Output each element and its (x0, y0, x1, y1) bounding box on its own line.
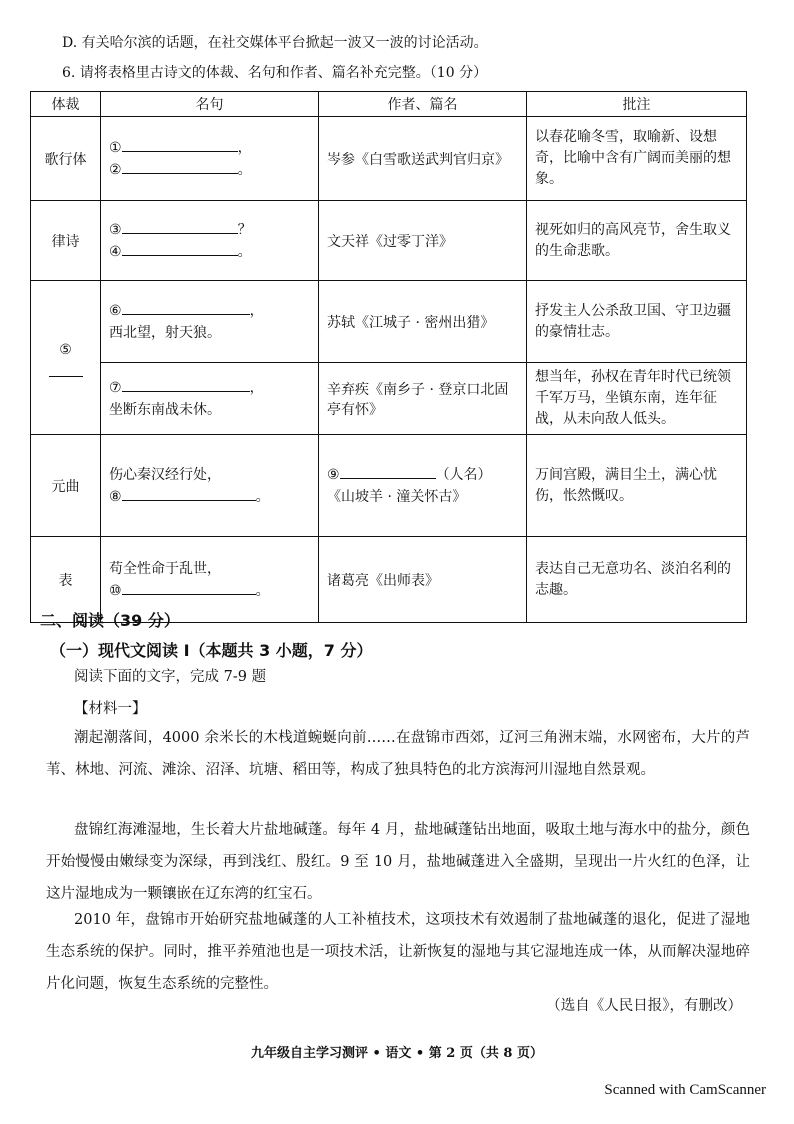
paragraph: 潮起潮落间，4000 余米长的木栈道蜿蜒向前……在盘锦市西郊，辽河三角洲末端，水网密布，大片的芦苇、林地、河流、滩涂、沼泽、坑塘、稻田等，构成了独具特色的北方滨海河川湿地自然景观。 (46, 730, 750, 778)
paragraph: 盘锦红海滩湿地，生长着大片盐地碱蓬。每年 4 月，盐地碱蓬钻出地面，吸取土地与海水中的盐分，颜色开始慢慢由嫩绿变为深绿，再到浅红、殷红。9 至 10 月，盐地碱蓬进入全盛期，呈现出一片火红的色泽，让这片湿地成为一颗镶嵌在辽东湾的红宝石。 (46, 822, 750, 902)
blank-marker: ② (109, 161, 122, 178)
fill-blank-3[interactable] (122, 221, 238, 234)
note-cell: 万间宫殿，满目尘土，满心忧伤，怅然慨叹。 (527, 435, 747, 537)
instruction: 阅读下面的文字，完成 7-9 题 (74, 669, 267, 685)
note-cell: 表达自己无意功名、淡泊名利的志趣。 (527, 537, 747, 623)
header-author-title: 作者、篇名 (319, 92, 527, 117)
note-cell: 想当年，孙权在青年时代已统领千军万马，坐镇东南，连年征战，从未向敌人低头。 (527, 363, 747, 435)
blank-marker: ⑥ (109, 302, 122, 319)
note-cell: 抒发主人公杀敌卫国、守卫边疆的豪情壮志。 (527, 281, 747, 363)
genre-cell: 律诗 (31, 201, 101, 281)
section-title: 二、阅读（39 分） (40, 611, 180, 630)
blank-marker: ⑨ (327, 466, 340, 483)
author-cell (319, 435, 527, 537)
author-cell: 辛弃疾《南乡子 · 登京口北固亭有怀》 (319, 363, 527, 435)
lines-cell (101, 117, 319, 201)
table-row (31, 363, 747, 435)
author-cell: 岑参《白雪歌送武判官归京》 (319, 117, 527, 201)
fill-blank-7[interactable] (122, 379, 250, 392)
table-header-row (31, 92, 747, 117)
note-cell: 视死如归的高风亮节，舍生取义的生命悲歌。 (527, 201, 747, 281)
poetry-table (30, 91, 747, 623)
note-cell: 以春花喻冬雪，取喻新、设想奇，比喻中含有广阔而美丽的想象。 (527, 117, 747, 201)
punctuation: ， (249, 379, 264, 396)
author-cell: 文天祥《过零丁洋》 (319, 201, 527, 281)
table-row (31, 201, 747, 281)
blank-marker: ① (109, 139, 122, 156)
option-d: D. 有关哈尔滨的话题，在社交媒体平台掀起一波又一波的讨论活动。 (62, 35, 488, 51)
work-title: 《山坡羊 · 潼关怀古》 (327, 488, 467, 505)
header-annotation: 批注 (527, 92, 747, 117)
table-row (31, 435, 747, 537)
fill-blank-1[interactable] (122, 139, 238, 152)
page-footer: 九年级自主学习测评 • 语文 • 第 2 页（共 8 页） (251, 1046, 543, 1061)
punctuation: 。 (255, 582, 270, 599)
fill-blank-4[interactable] (122, 243, 238, 256)
fill-blank-2[interactable] (122, 161, 238, 174)
poem-line: 伤心秦汉经行处， (109, 466, 221, 483)
poem-line: 西北望，射天狼。 (109, 324, 221, 341)
fill-blank-6[interactable] (122, 302, 250, 315)
lines-cell (101, 201, 319, 281)
table-row (31, 117, 747, 201)
punctuation: 。 (255, 488, 270, 505)
genre-cell: 歌行体 (31, 117, 101, 201)
scanner-watermark: Scanned with CamScanner (604, 1082, 766, 1098)
subsection-title: （一）现代文阅读 I（本题共 3 小题，7 分） (50, 641, 373, 660)
lines-cell (101, 435, 319, 537)
question-6-prompt: 6. 请将表格里古诗文的体裁、名句和作者、篇名补充完整。（10 分） (62, 65, 488, 81)
genre-cell: 元曲 (31, 435, 101, 537)
table-row (31, 281, 747, 363)
source-citation: （选自《人民日报》，有删改） (546, 998, 742, 1014)
genre-cell (31, 281, 101, 435)
fill-blank-5[interactable] (49, 368, 83, 377)
fill-blank-8[interactable] (122, 488, 256, 501)
fill-blank-10[interactable] (122, 582, 256, 595)
fill-blank-9[interactable] (340, 466, 436, 479)
punctuation: ？ (237, 221, 252, 238)
blank-marker: ⑧ (109, 488, 122, 505)
header-famous-lines: 名句 (101, 92, 319, 117)
punctuation: 。 (237, 243, 252, 260)
poem-line: 坐断东南战未休。 (109, 401, 221, 418)
punctuation: ， (249, 302, 264, 319)
paragraph: 2010 年，盘锦市开始研究盐地碱蓬的人工补植技术，这项技术有效遏制了盐地碱蓬的退化，促进了湿地生态系统的保护。同时，推平养殖池也是一项技术活，让新恢复的湿地与其它湿地连成一体，从而解决湿地碎片化问题，恢复生态系统的完整性。 (46, 912, 750, 992)
material-label: 【材料一】 (74, 701, 147, 717)
punctuation: 。 (237, 161, 252, 178)
blank-marker: ③ (109, 221, 122, 238)
lines-cell (101, 363, 319, 435)
genre-cell: 表 (31, 537, 101, 623)
blank-marker: ⑩ (109, 582, 122, 599)
author-cell: 苏轼《江城子 · 密州出猎》 (319, 281, 527, 363)
punctuation: ， (237, 139, 252, 156)
author-hint: （人名） (435, 466, 492, 483)
lines-cell (101, 281, 319, 363)
blank-marker: ⑤ (59, 341, 72, 358)
author-cell: 诸葛亮《出师表》 (319, 537, 527, 623)
header-genre: 体裁 (31, 92, 101, 117)
blank-marker: ④ (109, 243, 122, 260)
poem-line: 苟全性命于乱世， (109, 560, 221, 577)
blank-marker: ⑦ (109, 379, 122, 396)
